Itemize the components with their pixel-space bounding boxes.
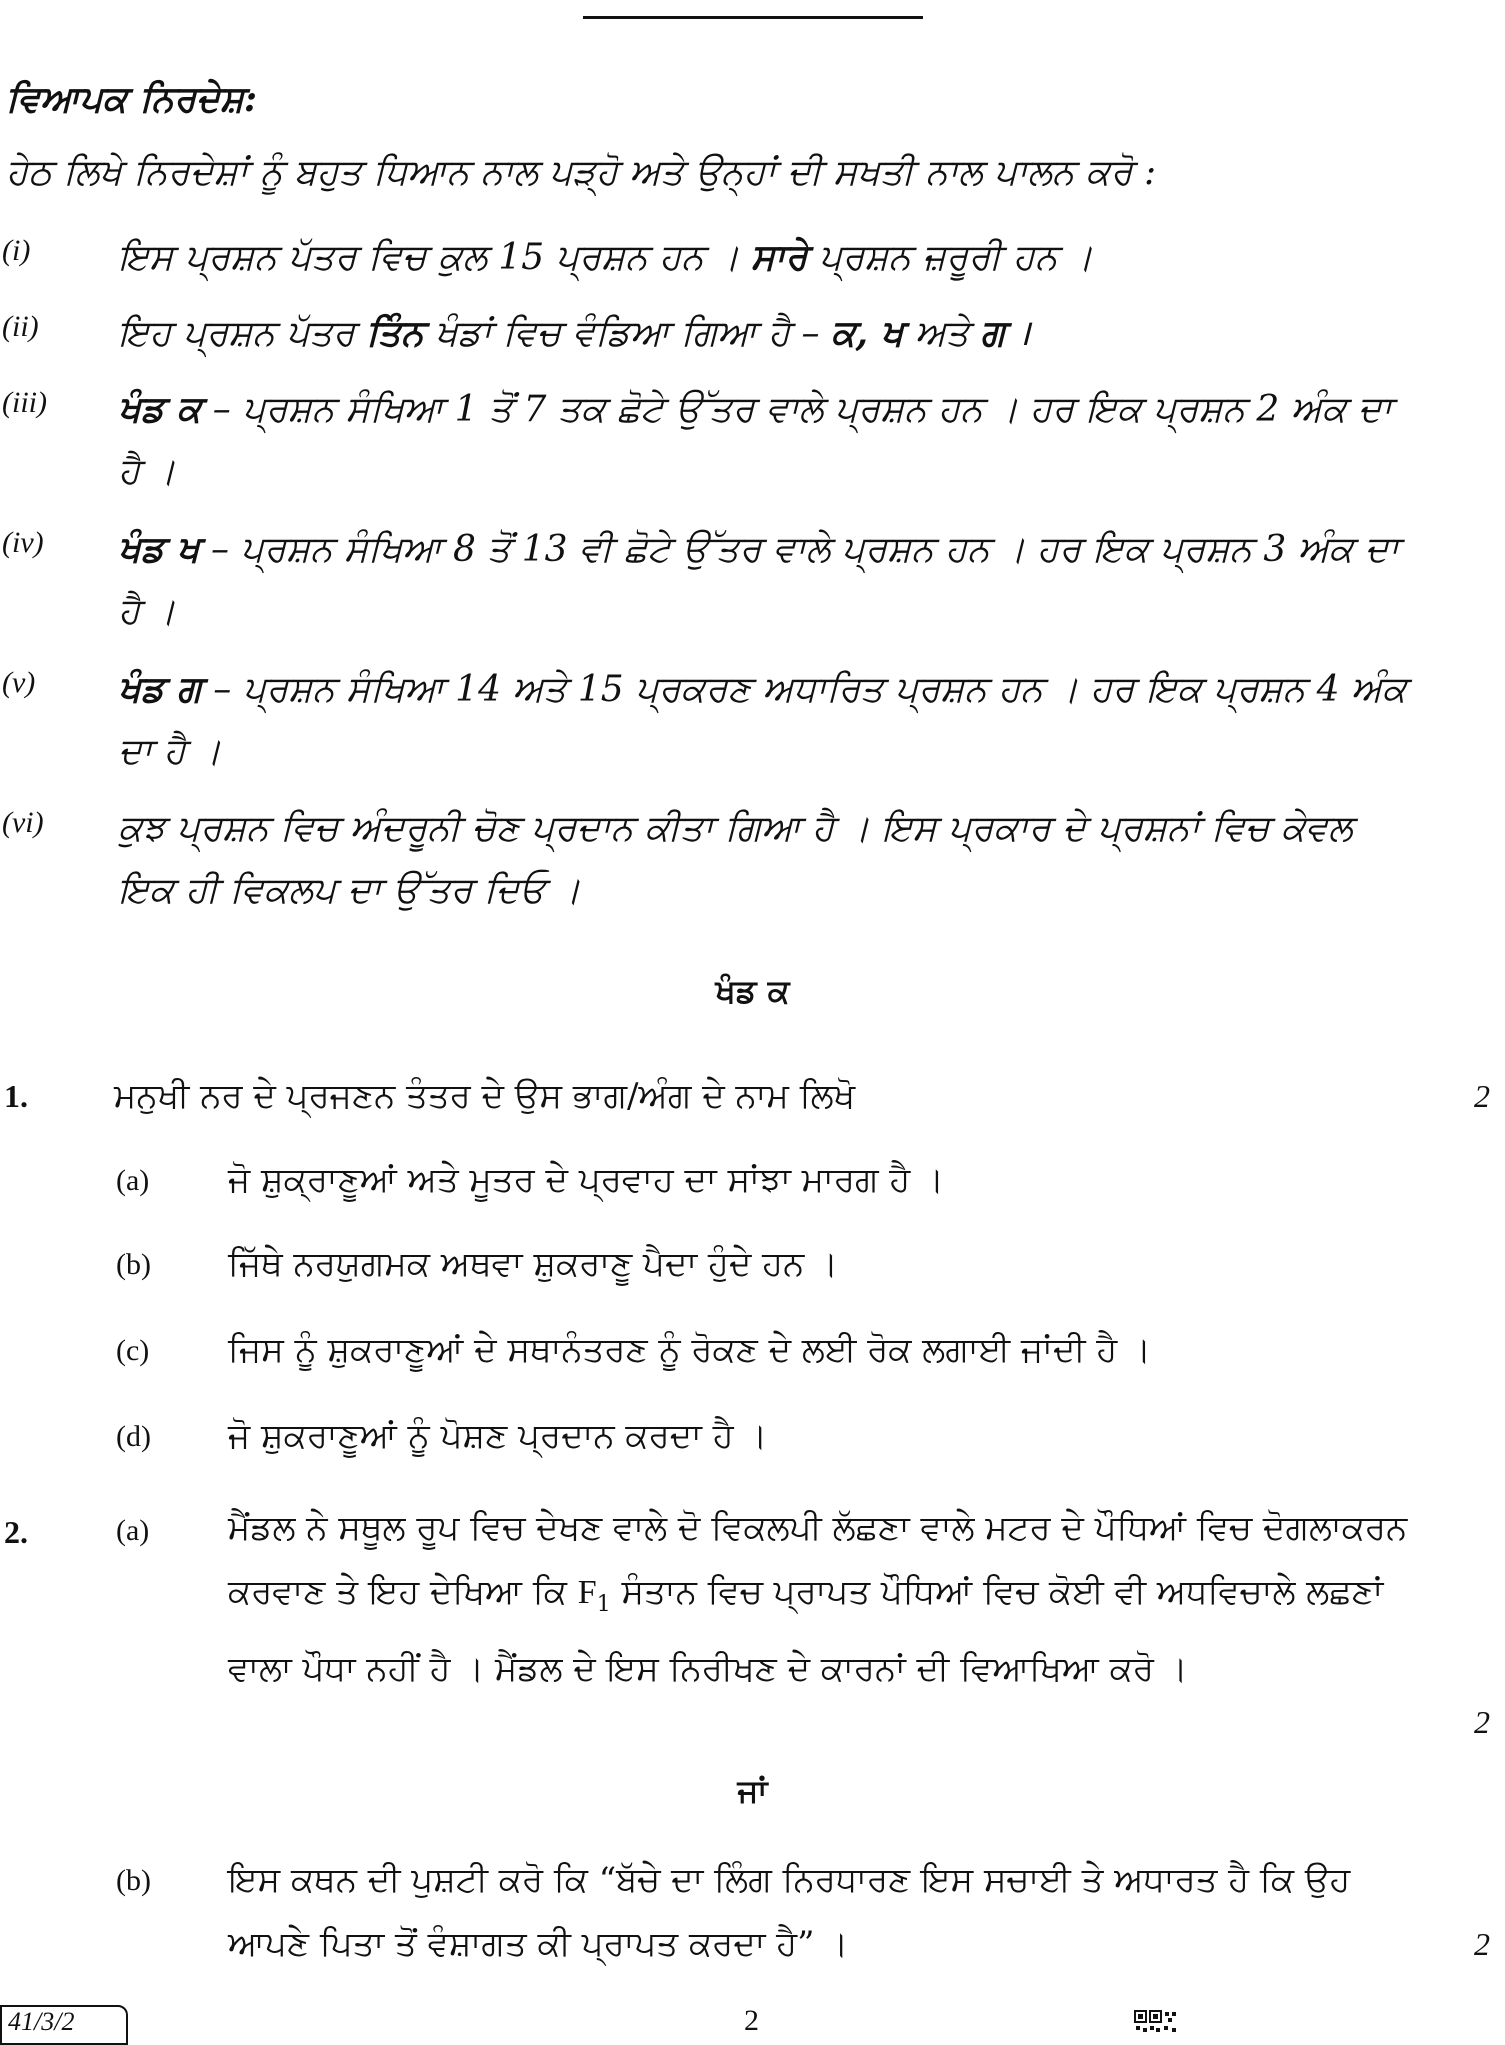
section-title: ਖੰਡ ਕ (715, 972, 790, 1010)
option-text: ਜਿਸ ਨੂੰ ਸ਼ੁਕਰਾਣੂਆਂ ਦੇ ਸਥਾਨੰਤਰਣ ਨੂੰ ਰੋਕਣ ਦੇ ਲਈ ਰੋਕ ਲਗਾਈ ਜਾਂਦੀ ਹੈ । (228, 1330, 1152, 1370)
option-label: (a) (116, 1514, 150, 1547)
question-text: ਮਨੁਖੀ ਨਰ ਦੇ ਪ੍ਰਜਣਨ ਤੰਤਰ ਦੇ ਉਸ ਭਾਗ/ਅੰਗ ਦੇ ਨਾਮ ਲਿਖੋ (114, 1076, 856, 1116)
paper-code-box: 41/3/2 (0, 2005, 128, 2045)
instruction-text: ਕੁਝ ਪ੍ਰਸ਼ਨ ਵਿਚ ਅੰਦਰੂਨੀ ਚੋਣ ਪ੍ਰਦਾਨ ਕੀਤਾ ਗਿਆ ਹੈ । ਇਸ ਪ੍ਰਕਾਰ ਦੇ ਪ੍ਰਸ਼ਨਾਂ ਵਿਚ ਕੇਵਲ ਇਕ ਹੀ ਵਿਕਲਪ ਦਾ ਉੱਤਰ ਦਿਓ । (118, 808, 1353, 911)
option-text: ਜੋ ਸ਼ੁਕਰਾਣੂਆਂ ਨੂੰ ਪੋਸ਼ਣ ਪ੍ਰਦਾਨ ਕਰਦਾ ਹੈ । (228, 1416, 768, 1456)
instruction-text: ਖੰਡ ਕ – ਪ੍ਰਸ਼ਨ ਸੰਖਿਆ 1 ਤੋਂ 7 ਤਕ ਛੋਟੇ ਉੱਤਰ ਵਾਲੇ ਪ੍ਰਸ਼ਨ ਹਨ । ਹਰ ਇਕ ਪ੍ਰਸ਼ਨ 2 ਅੰਕ ਦਾ ਹੈ । (118, 388, 1392, 492)
f1-symbol: $F_1$ (577, 1574, 611, 1617)
instruction-text: ਇਸ ਪ੍ਰਸ਼ਨ ਪੱਤਰ ਵਿਚ ਕੁਲ 15 ਪ੍ਰਸ਼ਨ ਹਨ । ਸਾਰੇ ਪ੍ਰਸ਼ਨ ਜ਼ਰੂਰੀ ਹਨ । (118, 236, 1094, 278)
question-marks: 2 (1474, 1704, 1490, 1740)
instruction-text: ਇਹ ਪ੍ਰਸ਼ਨ ਪੱਤਰ ਤਿੰਨ ਖੰਡਾਂ ਵਿਚ ਵੰਡਿਆ ਗਿਆ ਹੈ – ਕ, ਖ ਅਤੇ ਗ । (118, 312, 1031, 354)
general-instructions-heading: ਵਿਆਪਕ ਨਿਰਦੇਸ਼: (6, 78, 258, 120)
option-label: (a) (116, 1164, 150, 1197)
instructions-intro: ਹੇਠ ਲਿਖੇ ਨਿਰਦੇਸ਼ਾਂ ਨੂੰ ਬਹੁਤ ਧਿਆਨ ਨਾਲ ਪੜ੍ਹੋ ਅਤੇ ਉਨ੍ਹਾਂ ਦੀ ਸਖਤੀ ਨਾਲ ਪਾਲਨ ਕਰੋ : (6, 152, 1157, 193)
instruction-text: ਖੰਡ ਗ – ਪ੍ਰਸ਼ਨ ਸੰਖਿਆ 14 ਅਤੇ 15 ਪ੍ਰਕਰਣ ਅਧਾਰਿਤ ਪ੍ਰਸ਼ਨ ਹਨ । ਹਰ ਇਕ ਪ੍ਰਸ਼ਨ 4 ਅੰਕ ਦਾ ਹੈ । (118, 668, 1407, 772)
option-label: (d) (116, 1420, 151, 1453)
question-number: 2. (4, 1514, 28, 1550)
instruction-number: (iv) (2, 526, 44, 559)
page-number: 2 (744, 2004, 759, 2037)
option-label: (b) (116, 1864, 151, 1897)
question-marks: 2 (1474, 1926, 1490, 1962)
question-marks: 2 (1474, 1078, 1490, 1114)
qr-code-icon (1134, 2010, 1180, 2040)
instruction-number: (vi) (2, 806, 44, 839)
top-rule (583, 16, 923, 19)
option-label: (c) (116, 1334, 150, 1367)
option-text: ਇਸ ਕਥਨ ਦੀ ਪੁਸ਼ਟੀ ਕਰੋ ਕਿ “ਬੱਚੇ ਦਾ ਲਿੰਗ ਨਿਰਧਾਰਣ ਇਸ ਸਚਾਈ ਤੇ ਅਧਾਰਤ ਹੈ ਕਿ ਉਹ ਆਪਣੇ ਪਿਤਾ ਤੋਂ ਵੰਸ਼ਾਗਤ ਕੀ ਪ੍ਰਾਪਤ ਕਰਦਾ ਹੈ” । (228, 1860, 1351, 1964)
instruction-number: (i) (2, 234, 31, 267)
question-number: 1. (4, 1078, 28, 1114)
instruction-number: (iii) (2, 386, 47, 419)
option-label: (b) (116, 1248, 151, 1281)
instruction-number: (v) (2, 666, 36, 699)
option-text: ਜੋ ਸ਼ੁਕ੍ਰਾਣੂਆਂ ਅਤੇ ਮੂਤਰ ਦੇ ਪ੍ਰਵਾਹ ਦਾ ਸਾਂਝਾ ਮਾਰਗ ਹੈ । (228, 1160, 944, 1200)
option-text: ਜਿੱਥੇ ਨਰਯੁਗਮਕ ਅਥਵਾ ਸ਼ੁਕਰਾਣੂ ਪੈਦਾ ਹੁੰਦੇ ਹਨ । (228, 1244, 839, 1284)
instruction-text: ਖੰਡ ਖ – ਪ੍ਰਸ਼ਨ ਸੰਖਿਆ 8 ਤੋਂ 13 ਵੀ ਛੋਟੇ ਉੱਤਰ ਵਾਲੇ ਪ੍ਰਸ਼ਨ ਹਨ । ਹਰ ਇਕ ਪ੍ਰਸ਼ਨ 3 ਅੰਕ ਦਾ ਹੈ । (118, 528, 1399, 632)
option-text: ਮੈਂਡਲ ਨੇ ਸਥੂਲ ਰੂਪ ਵਿਚ ਦੇਖਣ ਵਾਲੇ ਦੋ ਵਿਕਲਪੀ ਲੱਛਣਾ ਵਾਲੇ ਮਟਰ ਦੇ ਪੌਧਿਆਂ ਵਿਚ ਦੋਗਲਾਕਰਨ ਕਰਵਾਣ ਤੇ ਇਹ ਦੇਖਿਆ ਕਿ $F_1$ ਸੰਤਾਨ ਵਿਚ ਪ੍ਰਾਪਤ ਪੌਧਿਆਂ ਵਿਚ ਕੋਈ ਵੀ ਅਧਵਿਚਾਲੇ ਲਛਣਾਂ ਵਾਲਾ ਪੌਧਾ ਨਹੀਂ ਹੈ । ਮੈਂਡਲ ਦੇ ਇਸ ਨਿਰੀਖਣ ਦੇ ਕਾਰਨਾਂ ਦੀ ਵਿਆਖਿਆ ਕਰੋ । (228, 1508, 1408, 1689)
or-divider: ਜਾਂ (737, 1772, 768, 1810)
instruction-number: (ii) (2, 310, 39, 343)
